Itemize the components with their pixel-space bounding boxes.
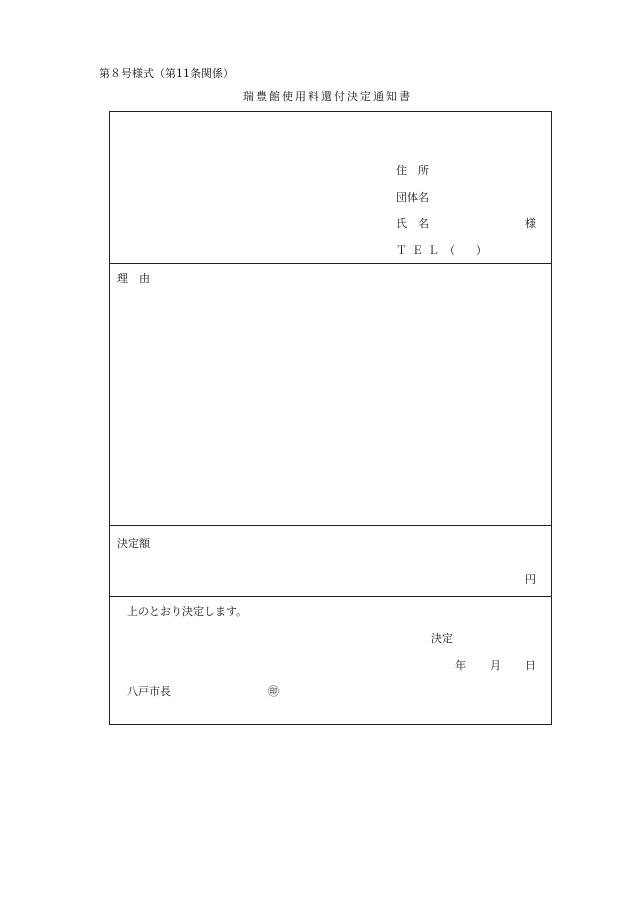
divider-reason-amount	[110, 525, 551, 526]
divider-amount-decision	[110, 596, 551, 597]
decision-statement: 上のとおり決定します。	[127, 605, 248, 618]
yen-unit-label: 円	[525, 573, 536, 586]
amount-label: 決定額	[117, 537, 150, 550]
address-label: 住 所	[396, 164, 429, 177]
form-frame	[109, 111, 552, 725]
document-title: 瑞豊館使用料還付決定通知書	[243, 90, 412, 103]
decided-label: 決定	[431, 632, 453, 645]
date-month-label: 月	[490, 659, 501, 672]
seal-mark: ㊞	[268, 685, 279, 698]
form-number: 第８号様式（第11条関係）	[99, 67, 234, 80]
reason-label: 理 由	[117, 272, 150, 285]
group-name-label: 団体名	[396, 191, 429, 204]
honorific-label: 様	[525, 217, 536, 230]
date-day-label: 日	[525, 659, 536, 672]
tel-label: ＴＥＬ（ ）	[396, 244, 492, 257]
name-label: 氏 名	[396, 217, 429, 230]
divider-recipient-reason	[110, 263, 551, 264]
issuer-label: 八戸市長	[127, 685, 171, 698]
date-year-label: 年	[455, 659, 466, 672]
